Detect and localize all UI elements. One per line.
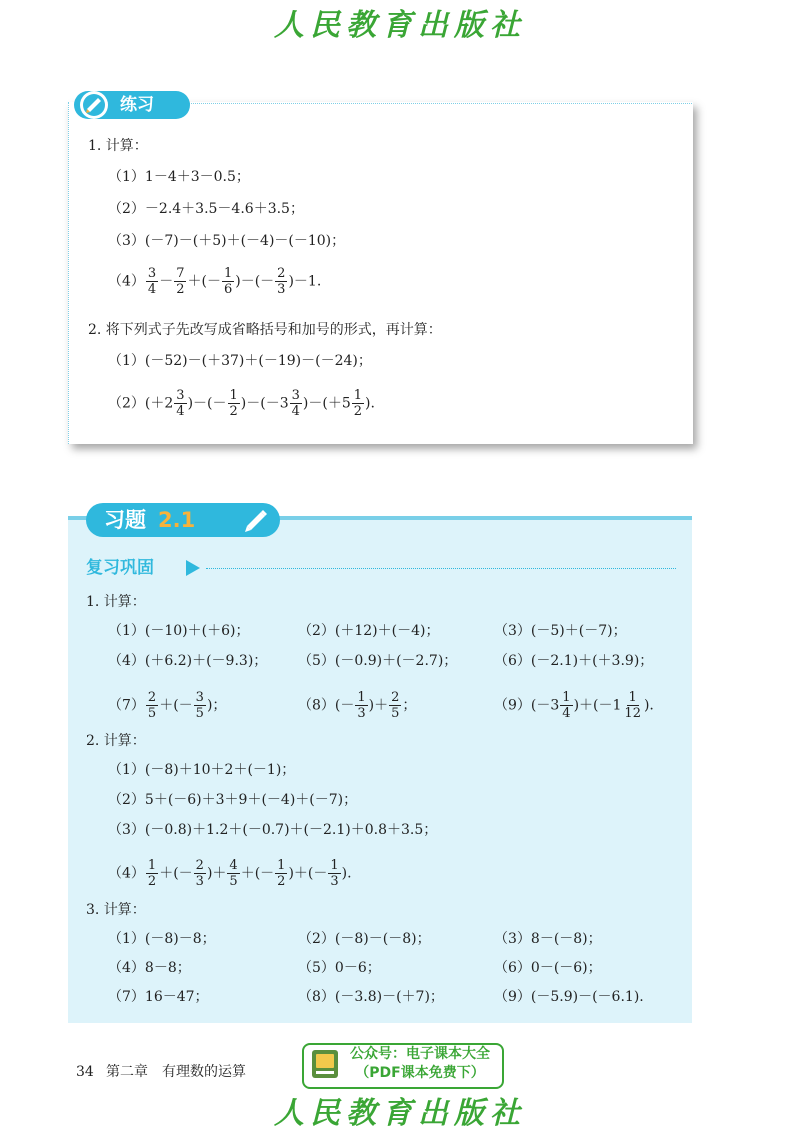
exercise-q3-item: （6）0－(－6)； [494,960,602,976]
fraction: $\frac{3}{5}$ [195,690,204,721]
exercise-q3-item: （8）(－3.8)－(＋7)； [298,989,444,1005]
fraction: $\frac{3}{4}$ [176,388,185,419]
q-label: （8） [298,697,335,714]
book-icon [309,1047,341,1081]
q-label: （2） [108,395,145,412]
operator: ＋(－ [159,865,193,882]
fraction: $\frac{1}{2}$ [353,388,363,419]
exercise-q3-item: （2）(－8)－(－8)； [298,931,431,947]
practice-q1-3: （3）(－7)－(＋5)＋(－4)－(－10)； [108,233,346,249]
section-heading: 复习巩固 [86,558,154,578]
fraction: $\frac{2}{3}$ [195,858,204,889]
exercise-q1-item: （4）(＋6.2)＋(－9.3)； [108,653,268,669]
exercise-q3-item: （3）8－(－8)； [494,931,602,947]
operator: )＋ [206,865,227,882]
q-label: （4） [108,865,145,882]
exercise-q2-4 [108,858,352,889]
operator: ； [402,697,417,714]
exercise-q1-7 [108,690,226,721]
exercise-q1-item: （3）(－5)＋(－7)； [494,623,627,639]
exercise-q3-item: （5）0－6； [298,960,381,976]
fraction: $\frac{1}{3}$ [357,690,366,721]
practice-q1-2: （2）－2.4＋3.5－4.6＋3.5； [108,201,304,217]
fraction: $\frac{4}{5}$ [229,858,238,889]
fraction: $\frac{1}{12}$ [624,690,641,721]
exercise-title [104,505,195,535]
operator: )＋(－1 [573,697,622,714]
operator: )＋ [368,697,389,714]
operator: ＋(－ [187,273,221,290]
pencil-icon [240,504,272,536]
operator: ). [365,395,375,412]
operator: (－3 [530,697,560,714]
practice-q1: 1. 计算： [88,138,148,154]
practice-icon [78,89,110,121]
exercise-q1-8 [298,690,416,721]
q-label: （4） [108,273,145,290]
practice-q2-1: （1）(－52)－(＋37)＋(－19)－(－24)； [108,353,372,369]
fraction: $\frac{1}{2}$ [147,858,157,889]
exercise-q1-item: （5）(－0.9)＋(－2.7)； [298,653,458,669]
operator: ). [643,697,654,714]
fraction: $\frac{1}{3}$ [330,858,339,889]
operator: )－1. [288,273,322,290]
operator: ＋(－ [159,697,193,714]
exercise-q3-item: （7）16－47； [108,989,209,1005]
exercise-q1-item: （1）(－10)＋(＋6)； [108,623,250,639]
publisher-logo: 人民教育出版社 [274,8,526,43]
operator: )－(－ [235,273,275,290]
q-label: （9） [494,697,531,714]
exercise-q2-2: （2）5＋(－6)＋3＋9＋(－4)＋(－7)； [108,792,358,808]
watermark-text [344,1045,496,1083]
exercise-q2-1: （1）(－8)＋10＋2＋(－1)； [108,762,296,778]
practice-divider [188,103,692,104]
operator: )； [206,697,227,714]
chapter-title: 第二章 有理数的运算 [106,1064,246,1080]
practice-q2-2 [108,388,375,419]
page-number: 34 [76,1064,94,1080]
operator: )＋(－ [288,865,328,882]
exercise-number: 2.1 [158,508,196,532]
fraction: $\frac{2}{3}$ [277,266,286,297]
fraction: $\frac{3}{4}$ [291,388,300,419]
fraction: $\frac{1}{2}$ [229,388,238,419]
practice-q2: 2. 将下列式子先改写成省略括号和加号的形式，再计算： [88,322,442,338]
operator: )－(＋5 [302,395,351,412]
practice-title: 练习 [120,95,154,115]
operator: ＋(－ [240,865,275,882]
practice-q1-4 [108,266,321,297]
exercise-title-text: 习题 [104,508,146,532]
publisher-logo: 人民教育出版社 [274,1096,526,1131]
operator: (＋2 [144,395,174,412]
section-arrow-icon [186,560,200,576]
exercise-q1-item: （6）(－2.1)＋(＋3.9)； [494,653,654,669]
q-label: （7） [108,697,145,714]
exercise-q2-3: （3）(－0.8)＋1.2＋(－0.7)＋(－2.1)＋0.8＋3.5； [108,822,438,838]
fraction: $\frac{1}{6}$ [223,266,233,297]
exercise-q1-item: （2）(＋12)＋(－4)； [298,623,440,639]
exercise-q3: 3. 计算： [86,902,146,918]
section-divider [206,568,676,569]
fraction: $\frac{2}{5}$ [391,690,400,721]
watermark-line2: （PDF课本免费下） [355,1065,485,1081]
exercise-q2: 2. 计算： [86,733,146,749]
fraction: $\frac{1}{4}$ [562,690,571,721]
fraction: $\frac{7}{2}$ [176,266,185,297]
exercise-q3-item: （9）(－5.9)－(－6.1). [494,989,644,1005]
exercise-q1-9 [494,690,654,721]
operator: )－(－ [187,395,227,412]
operator: － [159,273,174,290]
fraction: $\frac{3}{4}$ [147,266,157,297]
practice-q1-1: （1）1－4＋3－0.5； [108,169,250,185]
operator: (－ [334,697,355,714]
operator: )－(－3 [240,395,289,412]
fraction: $\frac{1}{2}$ [277,858,286,889]
operator: ). [341,865,352,882]
fraction: $\frac{2}{5}$ [147,690,157,721]
exercise-q1: 1. 计算： [86,594,146,610]
exercise-q3-item: （1）(－8)－8； [108,931,216,947]
exercise-q3-item: （4）8－8； [108,960,191,976]
watermark-line1: 公众号：电子课本大全 [350,1046,490,1062]
